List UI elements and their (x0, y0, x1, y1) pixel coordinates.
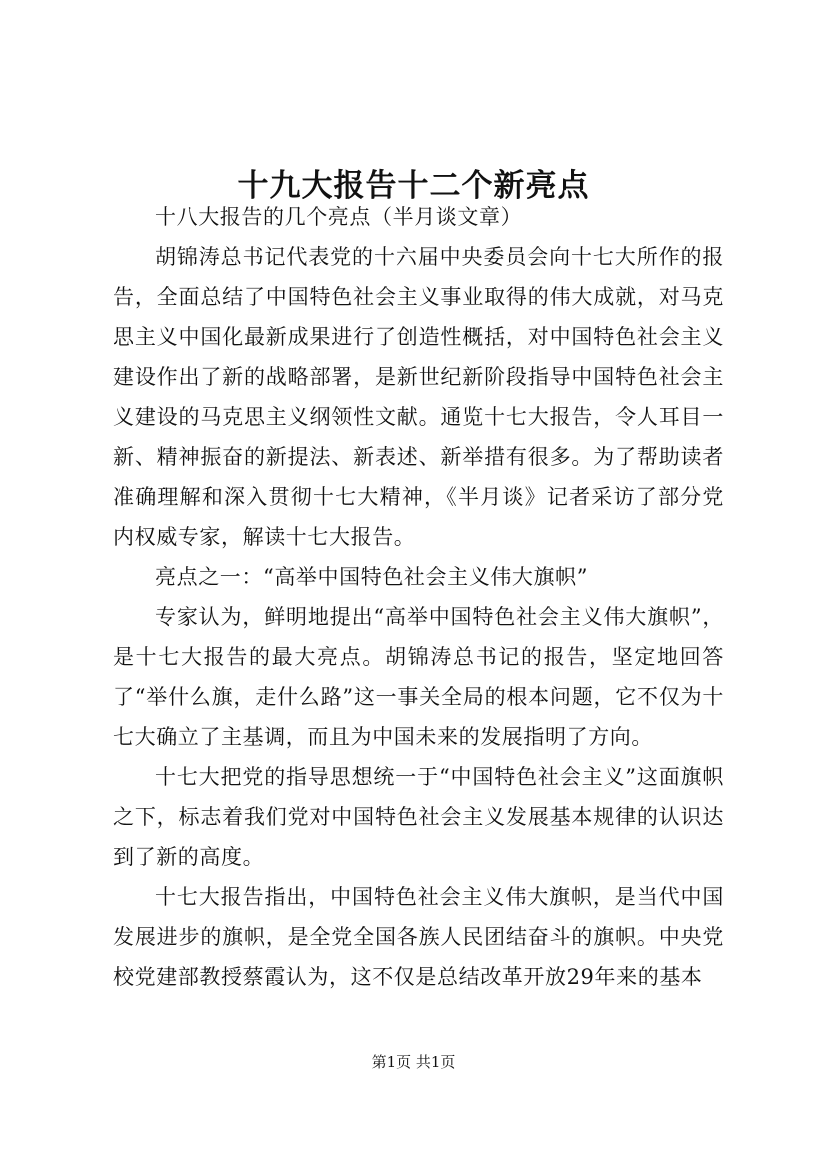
paragraph-highlight-heading: 亮点之一：“高举中国特色社会主义伟大旗帜” (155, 565, 589, 589)
document-body (113, 197, 724, 997)
document-title: 十九大报告十二个新亮点 (237, 167, 590, 204)
paragraph-guiding-thought: 十七大把党的指导思想统一于“中国特色社会主义”这面旗帜之下，标志着我们党对中国特色社会主义发展基本规律的认识达到了新的高度。 (113, 765, 724, 869)
paragraph-expert-view: 专家认为，鲜明地提出“高举中国特色社会主义伟大旗帜”，是十七大报告的最大亮点。胡锦涛总书记的报告，坚定地回答了“举什么旗，走什么路”这一事关全局的根本问题，它不仅为十七大确立了主基调，而且为中国未来的发展指明了方向。 (113, 605, 724, 749)
paragraph-intro: 胡锦涛总书记代表党的十六届中央委员会向十七大所作的报告，全面总结了中国特色社会主义事业取得的伟大成就，对马克思主义中国化最新成果进行了创造性概括，对中国特色社会主义建设作出了新的战略部署，是新世纪新阶段指导中国特色社会主义建设的马克思主义纲领性文献。通览十七大报告，令人耳目一新、精神振奋的新提法、新表述、新举措有很多。为了帮助读者准确理解和深入贯彻十七大精神，《半月谈》记者采访了部分党内权威专家，解读十七大报告。 (113, 245, 724, 549)
page-footer: 第1页 共1页 (371, 1053, 456, 1071)
paragraph-subtitle: 十八大报告的几个亮点（半月谈文章） (155, 205, 523, 229)
paragraph-report-points: 十七大报告指出，中国特色社会主义伟大旗帜，是当代中国发展进步的旗帜，是全党全国各族人民团结奋斗的旗帜。中央党校党建部教授蔡霞认为，这不仅是总结改革开放29年来的基本 (113, 885, 724, 989)
